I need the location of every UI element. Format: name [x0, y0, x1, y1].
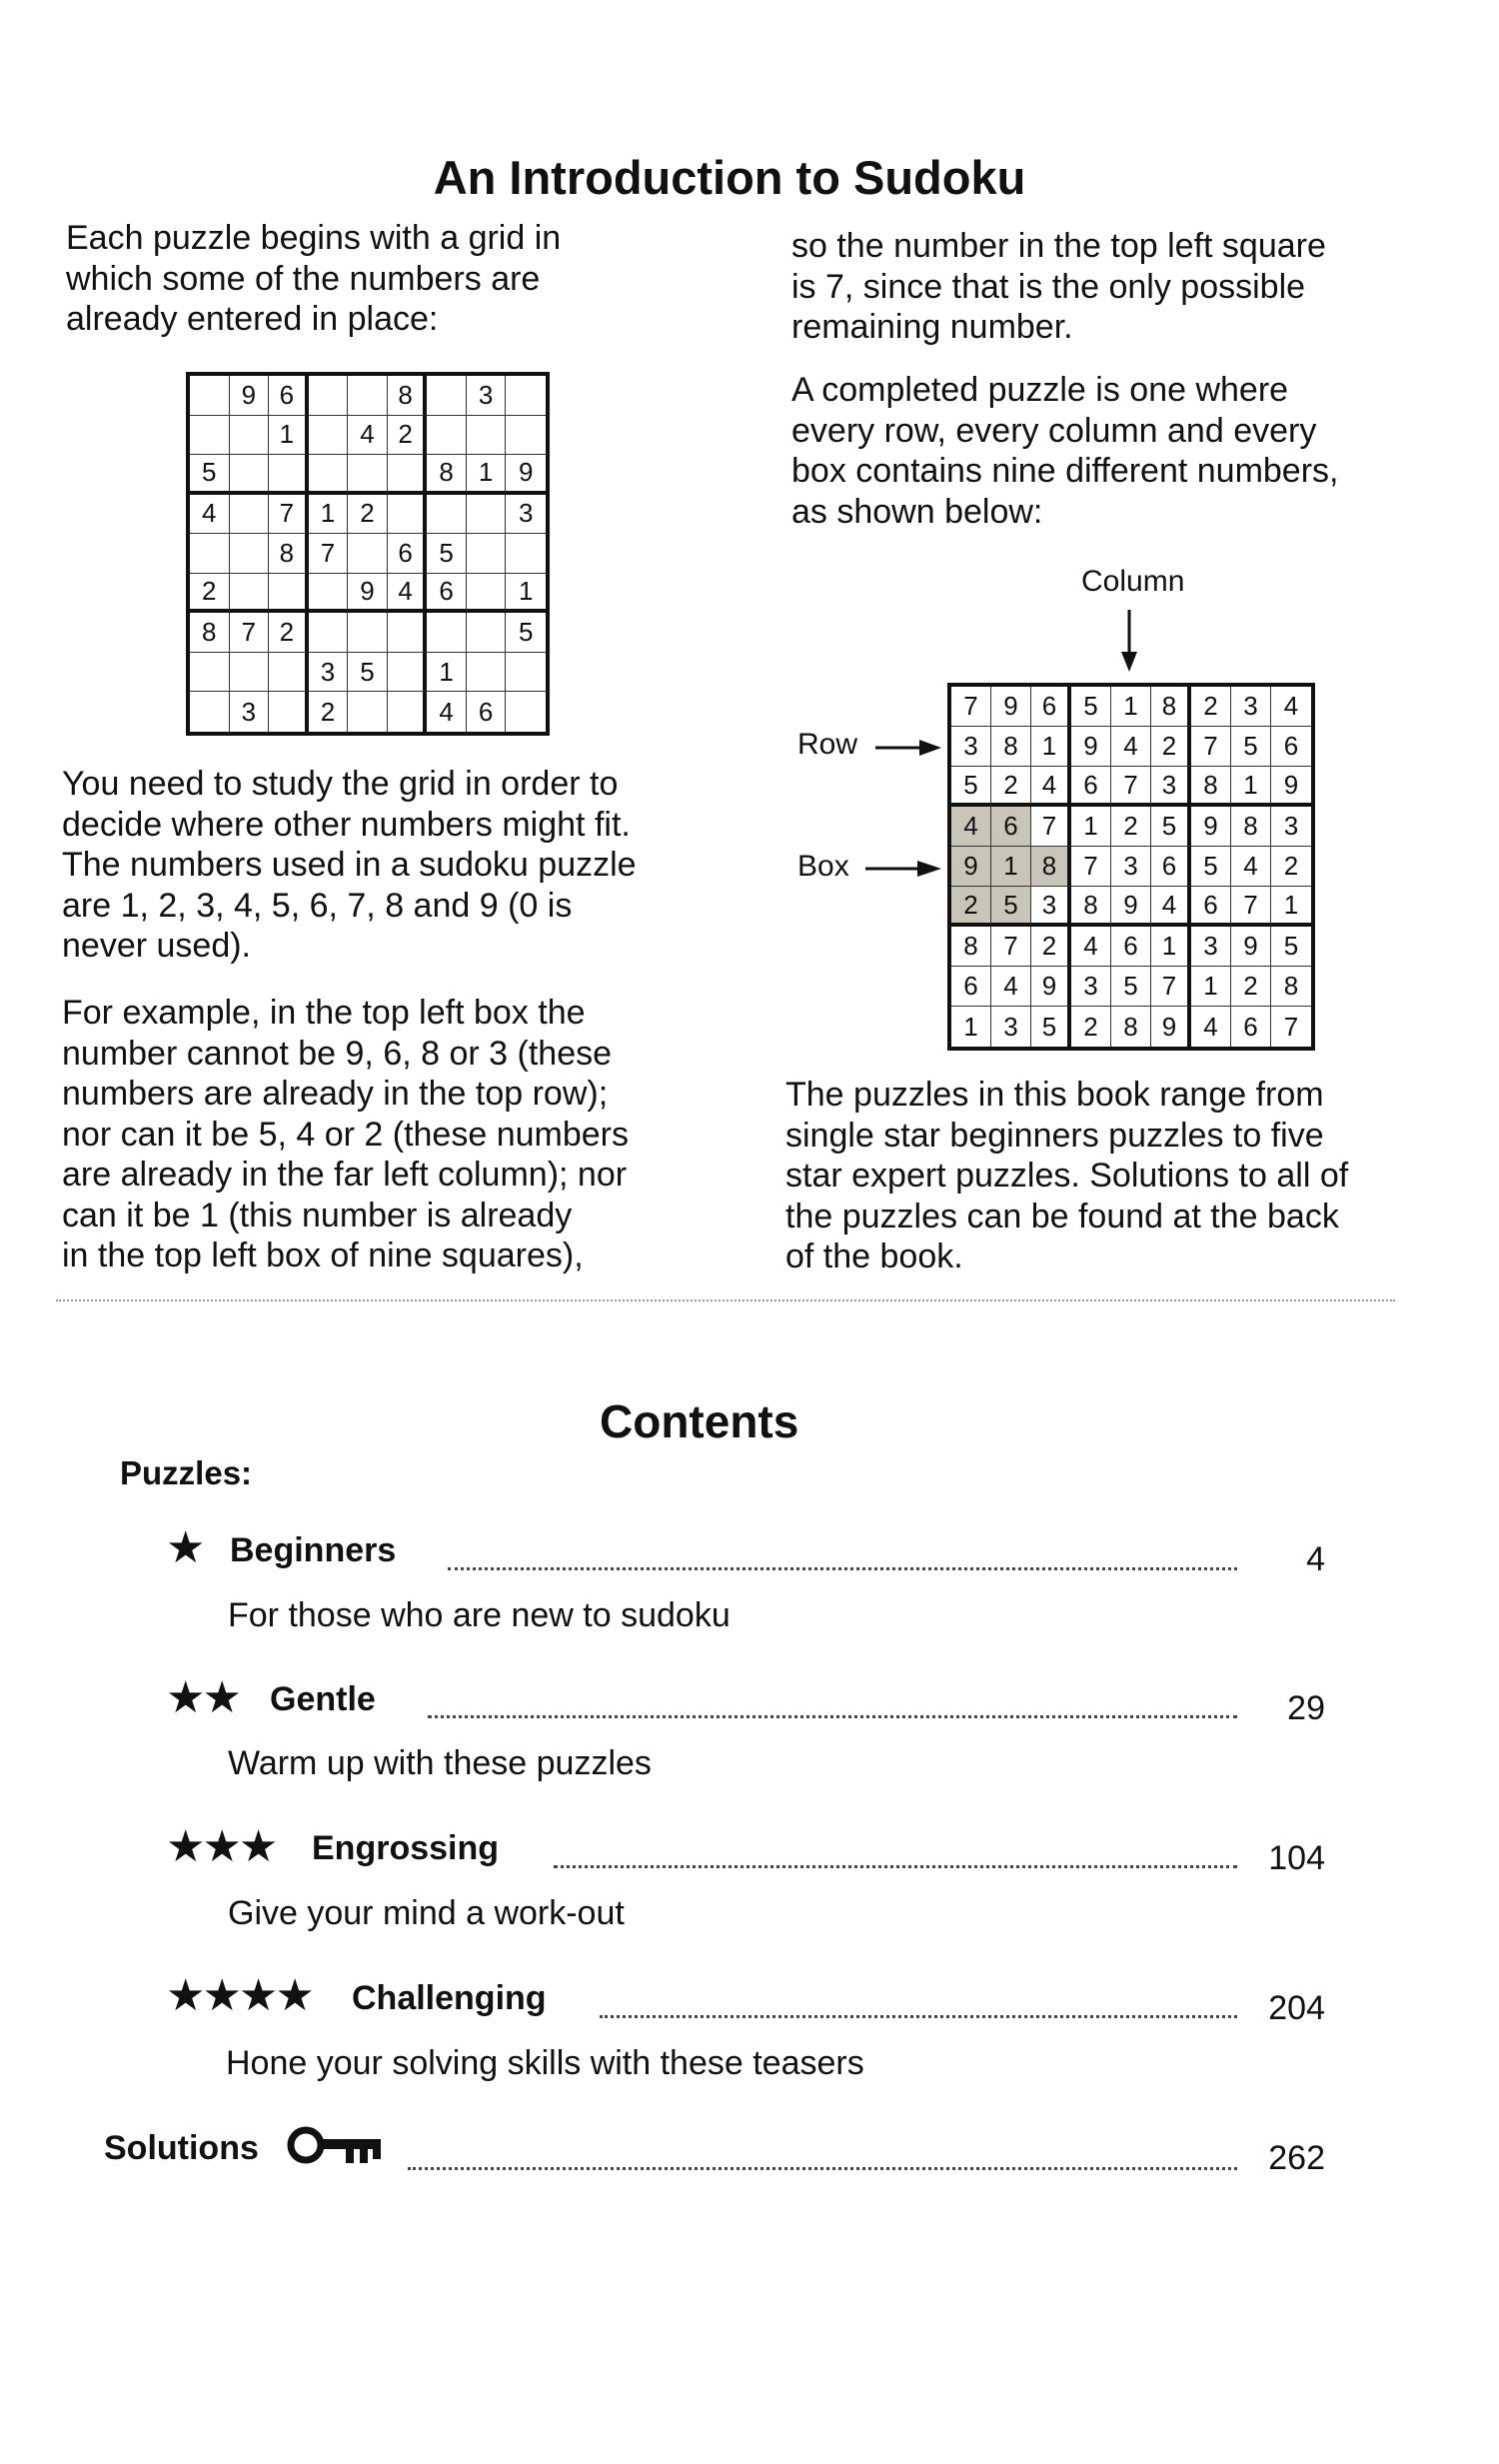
text-line: are 1, 2, 3, 4, 5, 6, 7, 8 and 9 (0 is: [62, 886, 573, 925]
sudoku-cell: 6: [1071, 767, 1111, 807]
sudoku-cell: 3: [1031, 887, 1071, 927]
text-line: every row, every column and every: [791, 411, 1317, 450]
sudoku-cell: [506, 376, 546, 416]
sudoku-cell: 3: [1231, 687, 1271, 727]
sudoku-cell: 3: [506, 495, 546, 535]
sudoku-cell: [388, 653, 428, 693]
dot-leader: [408, 2167, 1237, 2170]
sudoku-cell: 4: [1031, 767, 1071, 807]
sudoku-cell: 7: [951, 687, 991, 727]
sudoku-cell: 4: [1111, 727, 1151, 767]
column-arrow-icon: [1117, 610, 1141, 672]
entry-name-beginners[interactable]: Beginners: [230, 1531, 397, 1569]
text-line: Each puzzle begins with a grid in: [66, 219, 562, 257]
sudoku-cell: 5: [951, 767, 991, 807]
page-number: 4: [1306, 1540, 1325, 1578]
text-line: The numbers used in a sudoku puzzle: [62, 846, 637, 884]
sudoku-cell: 8: [951, 927, 991, 967]
sudoku-cell: [467, 574, 507, 614]
sudoku-cell: 2: [269, 613, 309, 653]
key-icon: [284, 2121, 384, 2171]
sudoku-cell: 8: [1031, 847, 1071, 887]
sudoku-cell: [269, 574, 309, 614]
sudoku-cell: 9: [230, 376, 270, 416]
sudoku-cell: 5: [1031, 1007, 1071, 1047]
text-line: remaining number.: [791, 308, 1073, 346]
sudoku-cell: 1: [1151, 927, 1191, 967]
sudoku-cell: 9: [991, 687, 1031, 727]
entry-name-engrossing[interactable]: Engrossing: [312, 1829, 500, 1867]
sudoku-cell: [230, 416, 270, 456]
sudoku-cell: [230, 455, 270, 495]
sudoku-cell: [388, 495, 428, 535]
sudoku-cell: [348, 613, 388, 653]
sudoku-cell: 4: [1191, 1007, 1231, 1047]
sudoku-cell: 1: [1031, 727, 1071, 767]
entry-description: For those who are new to sudoku: [228, 1596, 731, 1634]
page-number: 29: [1287, 1689, 1325, 1727]
sudoku-cell: 8: [1231, 807, 1271, 847]
text-line: number cannot be 9, 6, 8 or 3 (these: [62, 1034, 613, 1073]
stars-icon: ★★★★: [166, 1971, 312, 2020]
sudoku-cell: 6: [1151, 847, 1191, 887]
sudoku-cell: 6: [1111, 927, 1151, 967]
sudoku-cell: 2: [1191, 687, 1231, 727]
sudoku-solved-grid: [947, 683, 1315, 1051]
intro-left-para-2: [62, 764, 637, 967]
sudoku-cell: 5: [1231, 727, 1271, 767]
text-line: as shown below:: [791, 492, 1043, 531]
sudoku-cell: [230, 653, 270, 693]
sudoku-cell: 7: [991, 927, 1031, 967]
sudoku-cell: 5: [991, 887, 1031, 927]
sudoku-cell: [190, 534, 230, 574]
sudoku-cell: 9: [1071, 727, 1111, 767]
sudoku-cell: [309, 455, 349, 495]
sudoku-cell: 9: [1271, 767, 1311, 807]
dot-leader: [428, 1715, 1237, 1718]
sudoku-cell: 5: [1111, 967, 1151, 1007]
row-label: Row: [797, 728, 858, 761]
text-line: never used).: [62, 927, 251, 965]
text-line: single star beginners puzzles to five: [785, 1116, 1324, 1155]
sudoku-cell: [269, 455, 309, 495]
sudoku-cell: [269, 653, 309, 693]
sudoku-cell: 3: [1071, 967, 1111, 1007]
sudoku-cell: 2: [1151, 727, 1191, 767]
box-label: Box: [797, 850, 849, 883]
sudoku-cell: 3: [309, 653, 349, 693]
sudoku-cell: 7: [1071, 847, 1111, 887]
sudoku-cell: [506, 416, 546, 456]
sudoku-cell: 5: [1191, 847, 1231, 887]
sudoku-cell: 9: [1031, 967, 1071, 1007]
dot-leader: [554, 1865, 1237, 1868]
text-line: A completed puzzle is one where: [791, 371, 1289, 409]
sudoku-cell: 8: [991, 727, 1031, 767]
sudoku-cell: 5: [1151, 807, 1191, 847]
sudoku-cell: 6: [951, 967, 991, 1007]
sudoku-cell: [190, 376, 230, 416]
text-line: in the top left box of nine squares),: [62, 1236, 584, 1274]
sudoku-cell: 8: [190, 613, 230, 653]
sudoku-cell: 6: [388, 534, 428, 574]
sudoku-cell: 4: [348, 416, 388, 456]
sudoku-cell: [506, 692, 546, 732]
sudoku-cell: 3: [467, 376, 507, 416]
sudoku-puzzle-grid: [186, 372, 550, 736]
sudoku-cell: [427, 376, 467, 416]
text-line: numbers are already in the top row);: [62, 1075, 609, 1113]
sudoku-cell: [309, 416, 349, 456]
sudoku-cell: 6: [427, 574, 467, 614]
sudoku-cell: 4: [190, 495, 230, 535]
intro-right-para-3: [785, 1075, 1348, 1277]
sudoku-cell: 2: [1271, 847, 1311, 887]
sudoku-cell: 1: [309, 495, 349, 535]
sudoku-cell: 5: [1071, 687, 1111, 727]
star-icon: ★: [166, 1523, 203, 1572]
sudoku-cell: [230, 495, 270, 535]
sudoku-cell: 4: [951, 807, 991, 847]
sudoku-cell: 1: [427, 653, 467, 693]
entry-description: Hone your solving skills with these teasers: [226, 2044, 864, 2082]
sudoku-cell: 5: [1271, 927, 1311, 967]
sudoku-cell: [348, 455, 388, 495]
sudoku-cell: [348, 534, 388, 574]
sudoku-cell: [427, 613, 467, 653]
intro-left-para-1: [66, 218, 561, 340]
sudoku-cell: 4: [1271, 687, 1311, 727]
text-line: of the book.: [785, 1237, 963, 1275]
solutions-label[interactable]: Solutions: [104, 2129, 259, 2167]
sudoku-cell: [467, 613, 507, 653]
sudoku-cell: 1: [1231, 767, 1271, 807]
sudoku-cell: 1: [1111, 687, 1151, 727]
sudoku-cell: [348, 692, 388, 732]
text-line: are already in the far left column); nor: [62, 1156, 628, 1194]
sudoku-cell: 9: [1191, 807, 1231, 847]
sudoku-cell: 3: [951, 727, 991, 767]
dot-leader: [600, 2015, 1237, 2018]
sudoku-cell: 2: [388, 416, 428, 456]
sudoku-cell: 4: [1151, 887, 1191, 927]
sudoku-cell: [190, 653, 230, 693]
sudoku-cell: 1: [506, 574, 546, 614]
text-line: For example, in the top left box the: [62, 994, 586, 1032]
sudoku-cell: 3: [1271, 807, 1311, 847]
sudoku-cell: 8: [1271, 967, 1311, 1007]
page-number: 262: [1268, 2139, 1325, 2177]
sudoku-cell: 4: [991, 967, 1031, 1007]
sudoku-cell: 3: [1151, 767, 1191, 807]
stars-icon: ★★: [166, 1673, 239, 1722]
dot-leader: [448, 1567, 1237, 1570]
stars-icon: ★★★: [166, 1822, 276, 1871]
page-number: 104: [1268, 1839, 1325, 1877]
sudoku-cell: 2: [1071, 1007, 1111, 1047]
sudoku-cell: 2: [991, 767, 1031, 807]
sudoku-cell: 4: [1231, 847, 1271, 887]
sudoku-cell: 9: [1231, 927, 1271, 967]
sudoku-cell: 9: [506, 455, 546, 495]
sudoku-cell: [269, 692, 309, 732]
sudoku-cell: 6: [1231, 1007, 1271, 1047]
sudoku-cell: 7: [230, 613, 270, 653]
entry-name-gentle[interactable]: Gentle: [270, 1680, 376, 1718]
entry-description: Warm up with these puzzles: [228, 1744, 652, 1782]
text-line: so the number in the top left square: [791, 227, 1326, 265]
sudoku-cell: 9: [951, 847, 991, 887]
sudoku-cell: 1: [269, 416, 309, 456]
sudoku-cell: 3: [230, 692, 270, 732]
sudoku-cell: 3: [1111, 847, 1151, 887]
sudoku-cell: 7: [1151, 967, 1191, 1007]
sudoku-cell: 2: [1111, 807, 1151, 847]
sudoku-cell: [309, 613, 349, 653]
text-line: decide where other numbers might fit.: [62, 805, 631, 844]
sudoku-cell: [467, 653, 507, 693]
sudoku-cell: 1: [991, 847, 1031, 887]
sudoku-cell: 8: [1191, 767, 1231, 807]
sudoku-cell: 7: [309, 534, 349, 574]
sudoku-cell: 8: [427, 455, 467, 495]
entry-name-challenging[interactable]: Challenging: [352, 1979, 547, 2017]
sudoku-cell: [467, 495, 507, 535]
sudoku-cell: [506, 534, 546, 574]
sudoku-cell: 8: [388, 376, 428, 416]
text-line: star expert puzzles. Solutions to all of: [785, 1157, 1349, 1195]
sudoku-cell: [388, 613, 428, 653]
sudoku-cell: [506, 653, 546, 693]
sudoku-cell: [190, 416, 230, 456]
sudoku-cell: 1: [1271, 887, 1311, 927]
entry-description: Give your mind a work-out: [228, 1894, 625, 1932]
sudoku-cell: 7: [1031, 807, 1071, 847]
box-arrow-icon: [865, 857, 941, 881]
sudoku-cell: 8: [269, 534, 309, 574]
text-line: which some of the numbers are: [66, 259, 541, 298]
sudoku-cell: 2: [1031, 927, 1071, 967]
sudoku-cell: 1: [1191, 967, 1231, 1007]
sudoku-cell: [467, 416, 507, 456]
sudoku-cell: 7: [269, 495, 309, 535]
sudoku-cell: 1: [951, 1007, 991, 1047]
sudoku-cell: 6: [467, 692, 507, 732]
text-line: the puzzles can be found at the back: [785, 1197, 1339, 1235]
sudoku-cell: 5: [427, 534, 467, 574]
text-line: The puzzles in this book range from: [785, 1076, 1324, 1114]
sudoku-cell: 6: [1271, 727, 1311, 767]
sudoku-cell: 6: [991, 807, 1031, 847]
text-line: box contains nine different numbers,: [791, 452, 1339, 490]
sudoku-cell: 2: [190, 574, 230, 614]
sudoku-cell: 9: [348, 574, 388, 614]
text-line: is 7, since that is the only possible: [791, 267, 1306, 306]
sudoku-cell: [348, 376, 388, 416]
sudoku-cell: [190, 692, 230, 732]
sudoku-cell: 5: [506, 613, 546, 653]
sudoku-cell: 1: [1071, 807, 1111, 847]
row-arrow-icon: [875, 736, 941, 760]
intro-right-para-2: [791, 370, 1339, 532]
sudoku-cell: 7: [1271, 1007, 1311, 1047]
sudoku-cell: [467, 534, 507, 574]
sudoku-cell: [309, 376, 349, 416]
sudoku-cell: 1: [467, 455, 507, 495]
column-label: Column: [1081, 565, 1185, 598]
sudoku-cell: 8: [1151, 687, 1191, 727]
sudoku-cell: 3: [991, 1007, 1031, 1047]
sudoku-cell: 3: [1191, 927, 1231, 967]
sudoku-cell: 5: [348, 653, 388, 693]
sudoku-cell: [388, 455, 428, 495]
page-title: An Introduction to Sudoku: [433, 151, 1026, 204]
sudoku-cell: 4: [427, 692, 467, 732]
intro-right-para-1: [791, 226, 1326, 348]
contents-title: Contents: [600, 1395, 799, 1447]
sudoku-cell: 5: [190, 455, 230, 495]
sudoku-cell: 7: [1231, 887, 1271, 927]
sudoku-cell: 6: [1031, 687, 1071, 727]
sudoku-cell: 8: [1071, 887, 1111, 927]
sudoku-cell: 9: [1111, 887, 1151, 927]
sudoku-cell: [427, 416, 467, 456]
sudoku-cell: 2: [1231, 967, 1271, 1007]
sudoku-cell: 8: [1111, 1007, 1151, 1047]
text-line: You need to study the grid in order to: [62, 765, 619, 803]
page-number: 204: [1268, 1989, 1325, 2027]
sudoku-cell: 9: [1151, 1007, 1191, 1047]
sudoku-cell: 2: [348, 495, 388, 535]
sudoku-cell: 7: [1111, 767, 1151, 807]
sudoku-cell: [427, 495, 467, 535]
sudoku-cell: 6: [269, 376, 309, 416]
text-line: nor can it be 5, 4 or 2 (these numbers: [62, 1115, 629, 1154]
sudoku-cell: [309, 574, 349, 614]
sudoku-cell: 7: [1191, 727, 1231, 767]
sudoku-cell: [230, 534, 270, 574]
section-divider: [56, 1299, 1395, 1301]
text-line: can it be 1 (this number is already: [62, 1196, 573, 1234]
sudoku-cell: [388, 692, 428, 732]
text-line: already entered in place:: [66, 300, 439, 338]
sudoku-cell: [230, 574, 270, 614]
sudoku-cell: 6: [1191, 887, 1231, 927]
sudoku-cell: 2: [309, 692, 349, 732]
sudoku-cell: 4: [388, 574, 428, 614]
puzzles-label: Puzzles:: [120, 1454, 253, 1491]
intro-left-para-3: [62, 993, 629, 1276]
sudoku-cell: 4: [1071, 927, 1111, 967]
sudoku-cell: 2: [951, 887, 991, 927]
